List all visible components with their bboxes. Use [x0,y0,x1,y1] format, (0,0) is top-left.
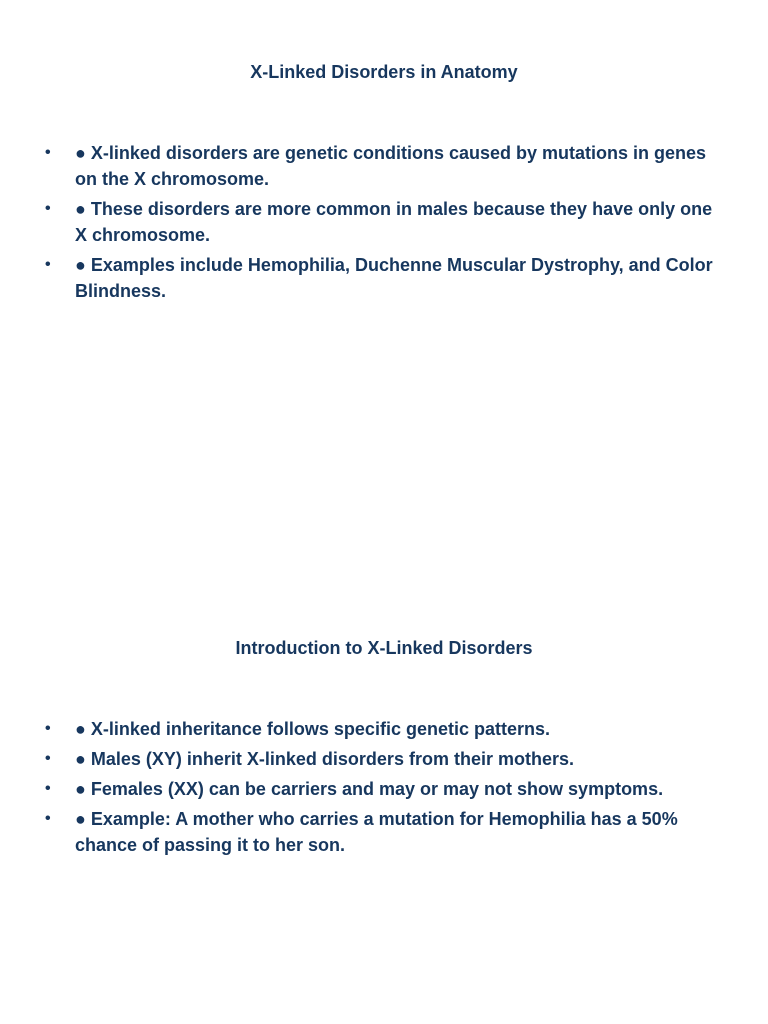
bullet-marker: • [45,144,51,161]
slide-title: Introduction to X-Linked Disorders [235,638,533,658]
bullet-text: ● Males (XY) inherit X-linked disorders from their mothers. [75,749,574,769]
bullet-text: ● Examples include Hemophilia, Duchenne Muscular Dystrophy, and Color Blindness. [75,255,713,301]
bullet-marker: • [45,200,51,217]
bullet-item [0,776,768,802]
bullet-marker: • [45,780,51,797]
bullet-marker: • [45,750,51,767]
bullet-item [0,196,768,248]
bullet-text: ● X-linked inheritance follows specific genetic patterns. [75,719,550,739]
bullet-marker: • [45,256,51,273]
bullet-item [0,716,768,742]
bullet-text: ● These disorders are more common in males because they have only one X chromosome. [75,199,713,245]
bullet-list [0,716,768,862]
bullet-marker: • [45,810,51,827]
bullet-text: ● Females (XX) can be carriers and may or may not show symptoms. [75,779,664,799]
bullet-item [0,806,768,858]
bullet-item [0,252,768,304]
bullet-list [0,140,768,308]
bullet-text: ● X-linked disorders are genetic conditions caused by mutations in genes on the X chromosome. [75,143,707,189]
bullet-text: ● Example: A mother who carries a mutation for Hemophilia has a 50% chance of passing it to her son. [75,809,678,855]
bullet-item [0,140,768,192]
bullet-item [0,746,768,772]
slide-title: X-Linked Disorders in Anatomy [250,62,518,82]
bullet-marker: • [45,720,51,737]
